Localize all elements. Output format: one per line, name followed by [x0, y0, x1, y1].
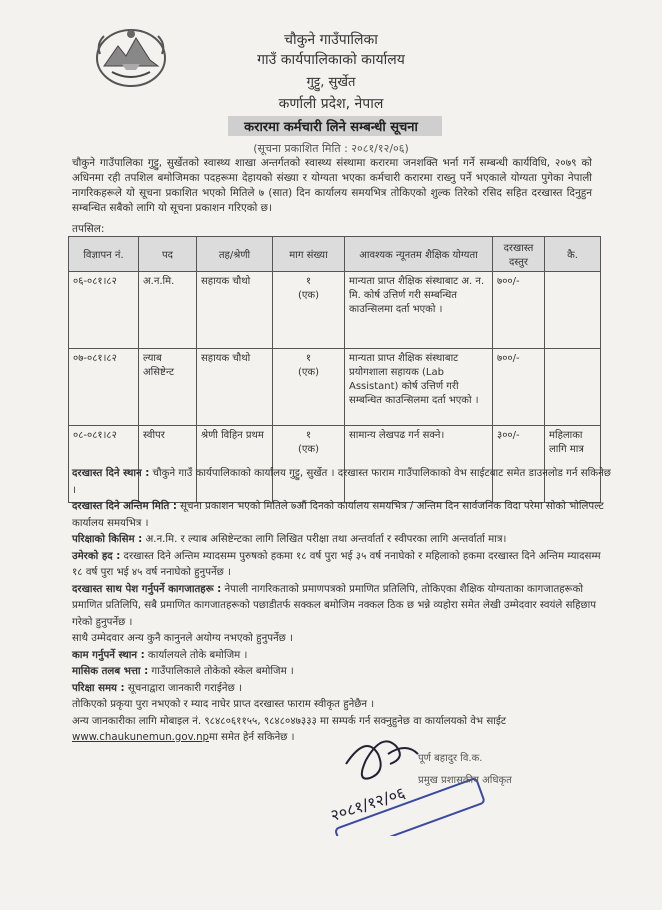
note-text: दरखास्त दिने अन्तिम म्यादसम्म पुरुषको हकमा १८ वर्ष पुरा भई ३५ वर्ष ननाघेको र महिलाको हकमा दरखास्त दिने अन्तिम म्यादसम्म १८ वर्ष पुरा भई ४५ वर्ष ननाघेको हुनुपर्नेछ । — [72, 550, 601, 578]
note-text: गाउँपालिकाले तोकेको स्केल बमोजिम । — [151, 666, 294, 677]
note-label: काम गर्नुपर्ने स्थान : — [72, 649, 145, 661]
note-label: दरखास्त दिने अन्तिम मिति : — [72, 501, 177, 512]
notice-title: करारमा कर्मचारी लिने सम्बन्धी सूचना — [244, 120, 418, 135]
note-text: कार्यालयले तोके बमोजिम । — [147, 649, 248, 661]
note-text: सूचनाद्वारा जानकारी गराईनेछ । — [127, 682, 242, 694]
cell-post: अ.न.मि. — [139, 272, 197, 349]
note-text: सूचना प्रकाशन भएको मितिले ७औं दिनको कार्यालय समयभित्र / अन्तिम दिन सार्वजनिक विदा परेमा सोको भोलिपल्ट कार्यालय समयभित्र । — [72, 501, 604, 529]
cell-ad-no: ०७-०८१।८२ — [69, 349, 139, 426]
signatory-name: पूर्ण बहादुर वि.क. — [418, 753, 483, 764]
note-label: दरखास्त दिने स्थान : — [72, 468, 150, 479]
note-text: चौकुने गाउँ कार्यपालिकाको कार्यालय गुट्टु, सुर्खेत । दरखास्त फाराम गाउँपालिकाको वेभ साईटबाट समेत डाउनलोड गर्न सकिनेछ । — [72, 468, 611, 496]
cell-post: स्वीपर — [139, 426, 197, 503]
note-eligibility: साथै उम्मेदवार अन्य कुनै कानुनले अयोग्य नभएको हुनुपर्नेछ । — [72, 633, 293, 644]
cell-fee: ७००/- — [493, 272, 545, 349]
cell-remarks: महिलाका लागि मात्र — [545, 426, 601, 503]
note-label: परिक्षा समय : — [72, 682, 125, 694]
header-line-1: चौकुने गाउँपालिका — [284, 32, 378, 48]
note-documents — [72, 582, 612, 632]
note-application-place — [72, 466, 612, 499]
header-line-2: गाउँ कार्यपालिकाको कार्यालय — [257, 52, 405, 68]
cell-qualification: मान्यता प्राप्त शैक्षिक संस्थाबाट अ. न. मि. कोर्ष उत्तिर्ण गरी सम्बन्धित काउन्सिलमा दर्ता भएको । — [345, 272, 493, 349]
note-age-limit — [72, 549, 612, 582]
header-line-4: कर्णाली प्रदेश, नेपाल — [278, 96, 384, 112]
cell-count: १ (एक) — [273, 426, 345, 503]
note-text: मा समेत हेर्न सकिनेछ । — [209, 732, 295, 743]
note-deadline — [72, 499, 612, 532]
table-header-row — [69, 237, 601, 272]
cell-level: श्रेणी विहिन प्रथम — [197, 426, 273, 503]
note-exam-time — [72, 681, 612, 698]
cell-level: सहायक चौथो — [197, 272, 273, 349]
handwritten-date: २०८१/१२/०६ — [328, 783, 408, 826]
note-label: मासिक तलब भत्ता : — [72, 666, 149, 677]
col-header-count: माग संख्या — [273, 237, 345, 272]
note-text: अ.न.मि. र ल्याब असिष्टेन्टका लागि लिखित परीक्षा तथा अन्तर्वार्ता र स्वीपरका लागि अन्तर्वार्ता मात्र। — [145, 534, 507, 545]
col-header-ad-no: विज्ञापन नं. — [69, 237, 139, 272]
cell-qualification: सामान्य लेखपढ गर्न सक्ने। — [345, 426, 493, 503]
cell-count: १ (एक) — [273, 272, 345, 349]
col-header-remarks: कै. — [545, 237, 601, 272]
website-link[interactable]: www.chaukunemun.gov.np — [72, 732, 209, 743]
col-header-level: तह/श्रेणी — [197, 237, 273, 272]
cell-qualification: मान्यता प्राप्त शैक्षिक संस्थाबाट प्रयोगशाला सहायक (Lab Assistant) कोर्ष उत्तिर्ण गरी सम्बन्धित काउन्सिलमा दर्ता भएको । — [345, 349, 493, 426]
note-exam-type — [72, 532, 612, 549]
intro-paragraph: चौकुने गाउँपालिका गुट्टु, सुर्खेतको स्वास्थ्य शाखा अन्तर्गतको स्वास्थ्य संस्थामा करारमा जनशक्ति भर्ना गर्ने सम्बन्धी कार्यविधि, २०७९ को अधिनमा रही तपशिल बमोजिमका पदहरूमा देहायको संख्या र योग्यता भएका कर्मचारी करारमा राख्नु पर्ने भएकाले योग्यता पुगेका नेपाली नागरिकहरूले यो सूचना प्रकाशित भएको मितिले ७ (सात) दिन कार्यालय समयभित्र तोकिएको शुल्क तिरेको रसिद सहित दरखास्त दिनुहुन सम्बन्धित सबैको लागि यो सूचना प्रकाशन गरिएको छ। — [72, 157, 592, 214]
note-rejection: तोकिएको प्रकृया पुरा नभएको र म्याद नाघेर प्राप्त दरखास्त फाराम स्वीकृत हुनेछैन । — [72, 699, 375, 710]
cell-level: सहायक चौथो — [197, 349, 273, 426]
cell-remarks — [545, 272, 601, 349]
note-label: उमेरको हद : — [72, 550, 121, 562]
col-header-fee: दरखास्त दस्तुर — [493, 237, 545, 272]
table-row — [69, 272, 601, 349]
notice-details — [72, 466, 612, 747]
publication-date: (सूचना प्रकाशित मिति : २०८१/१२/०६) — [253, 142, 409, 155]
signatory-designation: प्रमुख प्रशासकीय अधिकृत — [418, 775, 512, 786]
cell-count: १ (एक) — [273, 349, 345, 426]
cell-remarks — [545, 349, 601, 426]
table-row — [69, 349, 601, 426]
note-label: परिक्षाको किसिम : — [72, 534, 143, 545]
schedule-label: तपसिल: — [72, 223, 105, 235]
cell-ad-no: ०८-०८१।८२ — [69, 426, 139, 503]
col-header-post: पद — [139, 237, 197, 272]
cell-fee: ३००/- — [493, 426, 545, 503]
note-label: दरखास्त साथ पेश गर्नुपर्ने कागजातहरू : — [72, 583, 222, 595]
vacancy-table — [68, 236, 601, 503]
header-line-3: गुट्टु, सुर्खेत — [306, 75, 356, 90]
cell-ad-no: ०६-०८१।८२ — [69, 272, 139, 349]
cell-fee: ७००/- — [493, 349, 545, 426]
note-text: नेपाली नागरिकताको प्रमाणपत्रको प्रमाणित प्रतिलिपि, तोकिएका शैक्षिक योग्यताका कागजातहरूको प्रमाणित प्रतिलिपि, सबै प्रमाणित कागजातहरूको पछाडीतर्फ सक्कल बमोजिम नक्कल ठिक छ भन्ने व्यहोरा समेत लेखी उम्मेदवार स्वयंले सहिछाप गरेको हुनुपर्नेछ । — [72, 583, 597, 628]
cell-post: ल्याब असिष्टेन्ट — [139, 349, 197, 426]
note-salary — [72, 664, 612, 681]
note-text: अन्य जानकारीका लागि मोबाइल नं. ९८४८०६११५५, ९८४८०४७३३३ मा सम्पर्क गर्न सक्नुहुनेछ वा कार्यालयको वेभ साईट — [72, 715, 506, 727]
note-work-place — [72, 648, 612, 665]
col-header-qualification: आवश्यक न्यूनतम शैक्षिक योग्यता — [345, 237, 493, 272]
